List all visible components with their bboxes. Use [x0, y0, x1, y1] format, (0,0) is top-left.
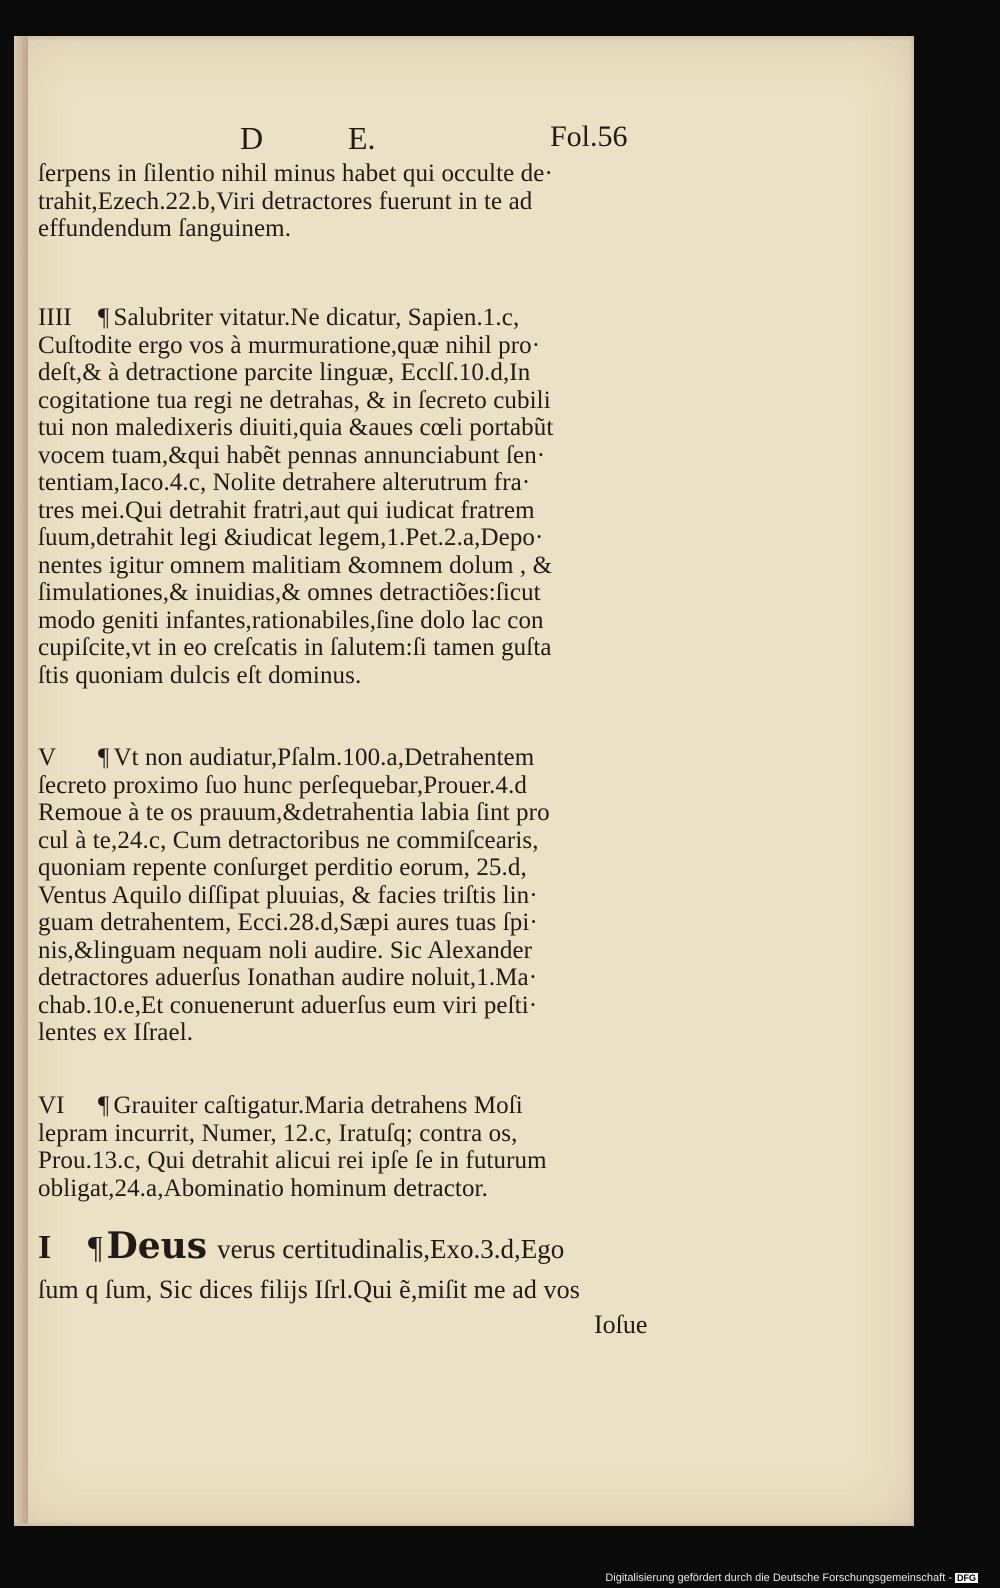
text-line: tres mei.Qui detrahit fratri,aut qui iudicat fratrem	[38, 496, 535, 524]
text-line: ſtis quoniam dulcis eſt dominus.	[38, 661, 362, 689]
text-line: effundendum ſanguinem.	[38, 215, 292, 242]
text-line: modo geniti infantes,rationabiles,ſine dolo lac con	[38, 606, 544, 634]
text-line: I ¶ Deus verus certitudinalis,Exo.3.d,Ego	[38, 1225, 565, 1267]
text-line: ſerpens in ſilentio nihil minus habet qui occulte de·	[38, 160, 553, 187]
text-line: Ventus Aquilo diſſipat pluuias, & facies triſtis lin·	[38, 881, 538, 909]
entry-headword: Deus	[106, 1225, 208, 1267]
catchword: Ioſue	[594, 1310, 648, 1339]
text-line: Prou.13.c, Qui detrahit alicui rei ipſe ſe in futurum	[38, 1147, 547, 1174]
text-line: quoniam repente conſurget perditio eorum, 25.d,	[38, 854, 527, 881]
book-page	[14, 36, 914, 1526]
text-line: trahit,Ezech.22.b,Viri detractores fuerunt in te ad	[38, 187, 533, 215]
text-line: lentes ex Iſrael.	[38, 1019, 194, 1046]
running-head-middle: E.	[348, 120, 376, 156]
section-number: V	[38, 744, 57, 771]
text-line: vocem tuam,&qui habẽt pennas annunciabunt ſen·	[38, 441, 546, 469]
text-line: V ¶ Vt non audiatur,Pſalm.100.a,Detrahentem	[38, 744, 535, 771]
pilcrow-icon: ¶	[98, 1092, 110, 1119]
entry-number: I	[38, 1229, 52, 1266]
intro-paragraph	[38, 162, 553, 245]
text-line: Remoue à te os prauum,&detrahentia labia ſint pro	[38, 799, 550, 826]
text-line: nis,&linguam nequam noli audire. Sic Alexander	[38, 936, 533, 964]
text-line: detractores aduerſus Ionathan audire noluit,1.Ma·	[38, 964, 538, 991]
text-line: cul à te,24.c, Cum detractoribus ne commiſcearis,	[38, 826, 539, 854]
text-line: obligat,24.a,Abominatio hominum detractor.	[38, 1174, 488, 1202]
section-number: IIII	[38, 304, 72, 331]
section-number: VI	[38, 1092, 65, 1119]
running-head-left: D	[240, 120, 264, 156]
dfg-logo-icon: DFG	[957, 1573, 976, 1584]
section-vi	[38, 1094, 547, 1204]
pilcrow-icon: ¶	[88, 1229, 103, 1265]
section-iiii	[38, 306, 553, 691]
text-line: cupiſcite,vt in eo creſcatis in ſalutem:ſi tamen guſta	[38, 634, 552, 661]
text-line: lepram incurrit, Numer, 12.c, Iratuſq; contra os,	[38, 1119, 518, 1147]
text-line: ſuum,detrahit legi &iudicat legem,1.Pet.2.a,Depo·	[38, 524, 544, 551]
pilcrow-icon: ¶	[98, 304, 110, 331]
text-line: VI ¶ Grauiter caſtigatur.Maria detrahens Moſi	[38, 1092, 523, 1119]
section-v	[38, 746, 550, 1049]
digitization-credit: Digitalisierung gefördert durch die Deutsche Forschungsgemeinschaft - DFG	[605, 1572, 976, 1584]
text-line: IIII ¶ Salubriter vitatur.Ne dicatur, Sapien.1.c,	[38, 304, 520, 331]
text-line: nentes igitur omnem malitiam &omnem dolum , &	[38, 551, 553, 579]
text-line: cogitatione tua regi ne detrahas, & in ſecreto cubili	[38, 386, 551, 414]
folio-number: Fol.56	[550, 120, 628, 153]
page-gutter	[14, 36, 28, 1524]
text-line: Cuſtodite ergo vos à murmuratione,quæ nihil pro·	[38, 331, 541, 359]
text-line: chab.10.e,Et conuenerunt aduerſus eum viri peſti·	[38, 991, 538, 1019]
text-line: tui non maledixeris diuiti,quia &aues cœli portabũt	[38, 414, 554, 441]
text-line: ſecreto proximo ſuo hunc perſequebar,Prouer.4.d	[38, 771, 527, 799]
text-line: deſt,& à detractione parcite linguæ, Ecclſ.10.d,In	[38, 359, 531, 386]
text-line: tentiam,Iaco.4.c, Nolite detrahere alterutrum fra·	[38, 469, 531, 496]
text-line: guam detrahentem, Ecci.28.d,Sæpi aures tuas ſpi·	[38, 909, 538, 936]
pilcrow-icon: ¶	[98, 744, 110, 771]
entry-deus	[38, 1225, 580, 1306]
text-line: ſimulationes,& inuidias,& omnes detractiões:ſicut	[38, 579, 541, 606]
text-line: ſum q ſum, Sic dices filijs Iſrl.Qui ẽ,miſit me ad vos	[38, 1275, 580, 1304]
